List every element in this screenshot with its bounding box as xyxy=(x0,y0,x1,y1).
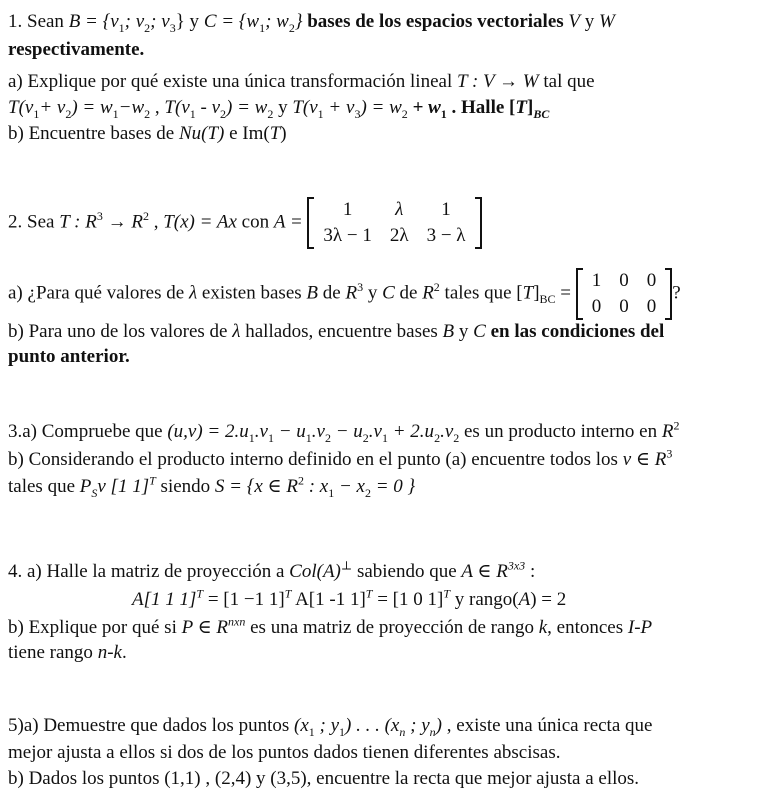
matrix-a: 1 λ 1 3λ − 1 2λ 3 − λ xyxy=(307,197,481,249)
p4-line-2: A[1 1 1]$^T$ = [1 −1 1]$^T$ A[1 -1 1]$^T$ = [1 0 1]$^T$ y rango(A) = 2 xyxy=(132,586,567,610)
p2-line-2: a) ¿Para qué valores de λ existen bases B de $R^3$ y C de $R^2$ tales que $[T]_{BC}$ = 1 0 0 0 0 0 ? xyxy=(8,268,681,320)
p2-line-3: b) Para uno de los valores de λ hallados, encuentre bases B y C en las condiciones del xyxy=(8,321,665,342)
p4-line-1: 4. a) Halle la matriz de proyección a Col(A)⊥ sabiendo que A ∈ $R^{3x3}$ : xyxy=(8,558,536,582)
p4-line-3: b) Explique por qué si P ∈ $R^{nxn}$ es una matriz de proyección de rango k, entonces I-P xyxy=(8,614,653,638)
p4-line-4: tiene rango n-k. xyxy=(8,642,127,663)
p2-line-1: 2. Sea T : $R^3 \to R^2$ , T(x) = Ax con A = 1 λ 1 3λ − 1 2λ 3 − λ xyxy=(8,197,482,249)
p1-line-4: $T(v_1+ v_2) = w_1-w_2$ , $T(v_1 - v_2) = w_2$ y $T(v_1 + v_3) = w_2 + w_1$ . Halle $[T]_{BC}$ xyxy=(8,97,550,121)
p1-line-1: 1. Sean $B = \{v_1$; $v_2$; $v_3$} y $C = \{w_1$; $w_2$} bases de los espacios vectoriales V y W xyxy=(8,11,615,35)
matrix-t-bc: 1 0 0 0 0 0 xyxy=(576,268,673,320)
p2-line-4: punto anterior. xyxy=(8,346,130,367)
p3-line-2: b) Considerando el producto interno definido en el punto (a) encuentre todos los v ∈ $R^3$ xyxy=(8,446,673,470)
p1-line-3: a) Explique por qué existe una única transformación lineal T : V → W tal que xyxy=(8,71,595,92)
p3-line-1: 3.a) Compruebe que $(u,v) = 2.u_1.v_1 - u_1.v_2 - u_2.v_1 + 2.u_2.v_2$ es un producto interno en $R^2$ xyxy=(8,418,680,445)
p5-line-3: b) Dados los puntos (1,1) , (2,4) y (3,5), encuentre la recta que mejor ajusta a ellos. xyxy=(8,768,640,789)
p1-line-5: b) Encuentre bases de Nu(T) e Im(T) xyxy=(8,123,287,144)
p1-line-2: respectivamente. xyxy=(8,39,145,60)
p5-line-2: mejor ajusta a ellos si dos de los puntos dados tienen diferentes abscisas. xyxy=(8,742,561,763)
p3-line-3: tales que $P_Sv$ [1 1]$^T$ siendo S = {x ∈ $R^2$ : $x_1 - x_2 = 0$ } xyxy=(8,473,416,500)
p5-line-1: 5)a) Demuestre que dados los puntos ($x_1$ ; $y_1$) . . . ($x_n$ ; $y_n$) , existe una única recta que xyxy=(8,715,653,739)
